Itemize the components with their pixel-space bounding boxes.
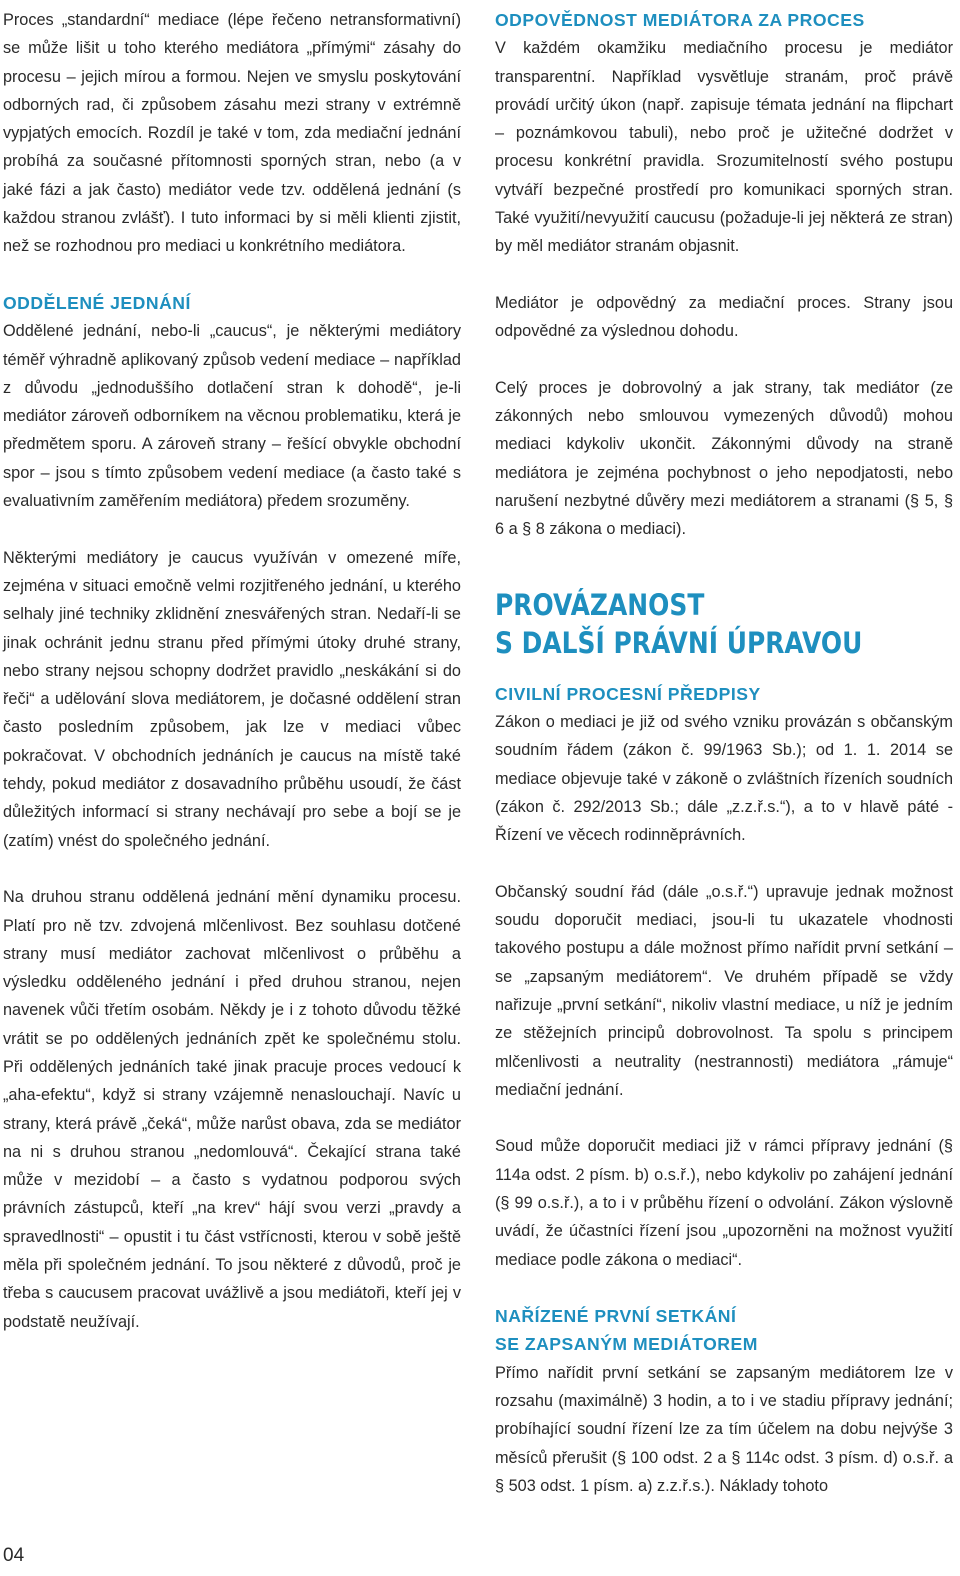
right-column <box>495 6 953 1500</box>
caucus-paragraph-1: Oddělené jednání, nebo-li „caucus“, je některými mediátory téměř výhradně aplikovaný způsob vedení mediace – například z důvodu „jednoduššího dotlačení stran k dohodě“, je-li mediátor zároveň odborníkem na věcnou problematiku, která je předmětem sporu. A zároveň strany – řešící obvykle obchodní spor – jsou s tímto způsobem vedení mediace (a často také s evaluativním zaměřením mediátora) předem srozuměny. <box>3 322 461 511</box>
civil-paragraph-1: Zákon o mediaci je již od svého vzniku provázán s občanským soudním řádem (zákon č. 99/1963 Sb.); od 1. 1. 2014 se mediace objevuje také v zákoně o zvláštních řízeních soudních (zákon č. 292/2013 Sb.; dále „z.z.ř.s.“), a to v hlavě páté - Řízení ve věcech rodinněprávních. <box>495 712 953 845</box>
civil-paragraph-3: Soud může doporučit mediaci již v rámci přípravy jednání (§ 114a odst. 2 písm. b) o.s.ř.), nebo kdykoliv po zahájení jednání (§ 99 o.s.ř.), a to i v průběhu řízení o odvolání. Zákon výslovně uvádí, že účastníci řízení jsou „upozorněni na možnost využití mediace podle zákona o mediaci“. <box>495 1137 953 1269</box>
chapter-heading <box>495 586 889 662</box>
caucus-paragraph-2: Některými mediátory je caucus využíván v omezené míře, zejména v situaci emočně velmi rozjitřeného jednání, u kterého selhaly jiné techniky zklidnění znesvářených stran. Nedaří-li se jinak ochránit jednu stranu před přímými útoky druhé strany, nebo strany nejsou schopny dodržet pravidlo „neskákání si do řeči“ a udělování slova mediátorem, je dočasné oddělení stran často posledním způsobem, jak lze v mediaci vůbec pokračovat. V obchodních jednáních je caucus na místě také tehdy, pokud mediátor z dosavadního průběhu usoudí, že část důležitých informací si strany nechávají pro sebe a bojí se je (zatím) vnést do společného jednání. <box>3 548 461 850</box>
left-column <box>3 6 461 1336</box>
responsibility-paragraph-3: Celý proces je dobrovolný a jak strany, tak mediátor (ze zákonných nebo smlouvou vymezených důvodů) mohou mediaci kdykoliv ukončit. Zákonnými důvody na straně mediátora je zejména pochybnost o jeho nepodjatosti, nebo narušení nezbytné důvěry mezi mediátorem a stranami (§ 5, § 6 a § 8 zákona o mediaci). <box>495 378 953 539</box>
section-heading-separate-meeting: ODDĚLENÉ JEDNÁNÍ <box>3 292 191 313</box>
civil-paragraph-2: Občanský soudní řád (dále „o.s.ř.“) upravuje jednak možnost soudu doporučit mediaci, jsou-li tu ukazatele vhodnosti takového postupu a dále možnost přímo nařídit první setkání – se „zapsaným mediátorem“. Ve druhém případě se vždy nařizuje „první setkání“, nikoliv vlastní mediace, u níž je jedním ze stěžejních principů dobrovolnost. Ta spolu s principem mlčenlivosti a neutrality (nestrannosti) mediátora „rámuje“ mediační jednání. <box>495 882 953 1099</box>
section-heading-ordered-first-meeting <box>495 1302 953 1359</box>
responsibility-paragraph-2: Mediátor je odpovědný za mediační proces. Strany jsou odpovědné za výslednou dohodu. <box>495 293 953 341</box>
responsibility-paragraph-1: V každém okamžiku mediačního procesu je mediátor transparentní. Například vysvětluje stranám, proč právě provádí určitý úkon (např. zapisuje témata jednání na flipchart – poznámkovou tabuli), nebo proč je užitečné dodržet v procesu konkrétní pravidla. Srozumitelností svého postupu vytváří bezpečné prostředí pro komunikaci sporných stran. Také využití/nevyužití caucusu (požaduje-li jej některá ze stran) by měl mediátor stranám objasnit. <box>495 39 953 256</box>
intro-paragraph: Proces „standardní“ mediace (lépe řečeno netransformativní) se může lišit u toho kterého mediátora „přímými“ zásahy do procesu – jejich mírou a formou. Nejen ve smyslu poskytování odborných rad, či způsobem zásahu mezi strany v extrémně vypjatých emocích. Rozdíl je také v tom, zda mediační jednání probíhá za současné přítomnosti sporných stran, nebo (a v jaké fázi a jak často) mediátor vede tzv. oddělená jednání (s každou stranou zvlášť). I tuto informaci by si měli klienti zjistit, než se rozhodnou pro mediaci u konkrétního mediátora. <box>3 11 461 256</box>
section-heading-civil-procedure: CIVILNÍ PROCESNÍ PŘEDPISY <box>495 683 761 704</box>
ordered-heading-line-2: SE ZAPSANÝM MEDIÁTOREM <box>495 1334 758 1355</box>
ordered-meeting-paragraph: Přímo nařídit první setkání se zapsaným mediátorem lze v rozsahu (maximálně) 3 hodin, a to i ve stadiu přípravy jednání; probíhající soudní řízení lze za tím účelem na dobu nejvýše 3 měsíců přerušit (§ 100 odst. 2 a § 114c odst. 3 písm. d) o.s.ř. a § 503 odst. 1 písm. a) z.z.ř.s.). Náklady tohoto <box>495 1363 953 1495</box>
ordered-heading-line-1: NAŘÍZENÉ PRVNÍ SETKÁNÍ <box>495 1306 737 1327</box>
chapter-heading-line-1: PROVÁZANOST <box>495 587 705 622</box>
section-heading-mediator-responsibility: ODPOVĚDNOST MEDIÁTORA ZA PROCES <box>495 10 865 30</box>
page-number: 04 <box>3 1545 25 1566</box>
chapter-heading-line-2: S DALŠÍ PRÁVNÍ ÚPRAVOU <box>495 625 863 660</box>
caucus-paragraph-3: Na druhou stranu oddělená jednání mění dynamiku procesu. Platí pro ně tzv. zdvojená mlčenlivost. Bez souhlasu dotčené strany musí mediátor zachovat mlčenlivost o průběhu a výsledku odděleného jednání i před druhou stranou, nejen navenek vůči třetím osobám. Někdy je i z tohoto důvodu těžké vrátit se po oddělených jednáních zpět ke společnému stolu. Při oddělených jednáních také jinak pracuje proces vedoucí k „aha-efektu“, když si strany vzájemně nenaslouchají. Navíc u strany, která právě „čeká“, může narůst obava, zda se mediátor na ni s druhou stranou „nedomlouvá“. Čekající strana také může v mezidobí – a často s vydatnou podporou svých právních zástupců, kteří „na krev“ hájí svou verzi „pravdy a spravedlnosti“ – opustit i tu část vstřícnosti, kterou v sobě ještě měla při společném jednání. To jsou některé z důvodů, proč je třeba s caucusem pracovat uvážlivě a jsou mediátoři, kteří jej v podstatě neužívají. <box>3 888 461 1331</box>
